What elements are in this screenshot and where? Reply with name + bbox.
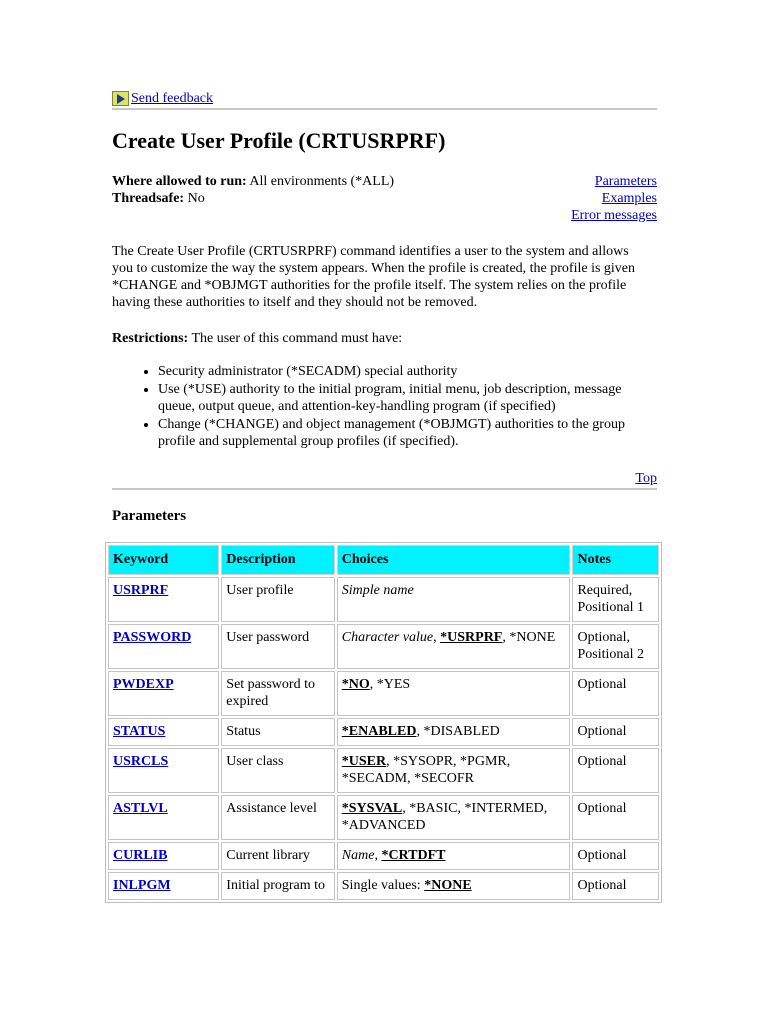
header-keyword: Keyword — [108, 545, 219, 575]
choice-default: *NO — [341, 677, 370, 692]
divider — [112, 108, 657, 110]
threadsafe-value: No — [187, 191, 205, 206]
error-messages-link[interactable]: Error messages — [571, 208, 657, 223]
description-cell: Set password to expired — [221, 671, 334, 716]
notes-cell: Optional — [572, 748, 659, 793]
notes-cell: Optional — [572, 671, 659, 716]
keyword-link-curlib[interactable]: CURLIB — [113, 848, 168, 863]
keyword-cell — [108, 671, 219, 716]
table-row — [108, 577, 659, 622]
description-cell: Assistance level — [221, 795, 334, 840]
keyword-cell — [108, 872, 219, 900]
choice-default: *USRPRF — [440, 630, 503, 645]
choices-cell — [337, 671, 571, 716]
choice-value: , *DISABLED — [416, 724, 500, 739]
choices-cell — [337, 748, 571, 793]
choice-default: *CRTDFT — [381, 848, 446, 863]
threadsafe-label: Threadsafe: — [112, 191, 185, 206]
list-item: • Change (*CHANGE) and object management (*OBJMGT) authorities to the group profile and supplemental group profiles (if specified). — [158, 416, 658, 450]
description-cell: Status — [221, 718, 334, 746]
intro-paragraph: The Create User Profile (CRTUSRPRF) command identifies a user to the system and allows you to customize the way the system appears. When the profile is created, the profile is given *CHANGE and *OBJMGT authorities for the profile itself. The system relies on the profile having these authorities to itself and they should not be removed. — [112, 244, 636, 310]
top-link[interactable]: Top — [635, 471, 657, 486]
restrictions-paragraph — [112, 330, 402, 347]
choice-value: Character value — [341, 630, 434, 645]
notes-cell: Optional — [572, 872, 659, 900]
choices-cell — [337, 795, 571, 840]
parameters-link[interactable]: Parameters — [594, 174, 657, 189]
restrictions-text: The user of this command must have: — [191, 331, 403, 346]
keyword-cell — [108, 577, 219, 622]
page-title: Create User Profile (CRTUSRPRF) — [112, 128, 446, 153]
choices-cell — [337, 872, 571, 900]
table-row — [108, 718, 659, 746]
description-cell: User profile — [221, 577, 334, 622]
where-allowed-value: All environments (*ALL) — [249, 174, 395, 189]
parameters-heading: Parameters — [112, 508, 187, 524]
description-cell: User class — [221, 748, 334, 793]
description-cell: Current library — [221, 842, 334, 870]
list-item: • Security administrator (*SECADM) special authority — [158, 363, 658, 380]
description-cell: Initial program to — [221, 872, 334, 900]
choices-cell — [337, 577, 571, 622]
notes-cell: Optional — [572, 842, 659, 870]
divider — [112, 488, 657, 490]
keyword-link-pwdexp[interactable]: PWDEXP — [113, 677, 174, 692]
where-allowed-label: Where allowed to run: — [112, 174, 247, 189]
table-row — [108, 795, 659, 840]
keyword-link-usrprf[interactable]: USRPRF — [113, 583, 169, 598]
choices-cell — [337, 718, 571, 746]
choices-cell — [337, 624, 571, 669]
command-meta — [112, 173, 394, 207]
notes-cell: Required, Positional 1 — [572, 577, 659, 622]
list-item: • Use (*USE) authority to the initial program, initial menu, job description, message queue, output queue, and attention-key-handling program (if specified) — [158, 381, 658, 415]
keyword-link-inlpgm[interactable]: INLPGM — [113, 878, 171, 893]
choice-separator: , — [433, 630, 441, 645]
choices-cell — [337, 842, 571, 870]
choice-value: , *YES — [369, 677, 411, 692]
choice-default: *NONE — [424, 878, 472, 893]
keyword-cell — [108, 718, 219, 746]
keyword-link-password[interactable]: PASSWORD — [113, 630, 192, 645]
choice-value: , *NONE — [502, 630, 556, 645]
keyword-link-astlvl[interactable]: ASTLVL — [113, 801, 168, 816]
table-row — [108, 842, 659, 870]
choice-value: , *BASIC, *INTERMED, *ADVANCED — [341, 801, 548, 833]
table-row — [108, 872, 659, 900]
choice-label: Single values: — [341, 878, 425, 893]
parameters-table — [105, 542, 662, 903]
choice-value: Name — [341, 848, 375, 863]
keyword-link-usrcls[interactable]: USRCLS — [113, 754, 169, 769]
choice-default: *ENABLED — [341, 724, 417, 739]
keyword-cell — [108, 795, 219, 840]
table-header-row — [108, 545, 659, 575]
notes-cell: Optional — [572, 795, 659, 840]
notes-cell: Optional — [572, 718, 659, 746]
keyword-cell — [108, 624, 219, 669]
choice-value: , *SYSOPR, *PGMR, *SECADM, *SECOFR — [341, 754, 511, 786]
description-cell: User password — [221, 624, 334, 669]
header-notes: Notes — [572, 545, 659, 575]
examples-link[interactable]: Examples — [601, 191, 657, 206]
feedback-link-group[interactable] — [112, 90, 213, 107]
header-description: Description — [221, 545, 334, 575]
choice-separator: , — [374, 848, 382, 863]
table-row — [108, 671, 659, 716]
keyword-cell — [108, 748, 219, 793]
choice-default: *USER — [341, 754, 387, 769]
send-feedback-link[interactable]: Send feedback — [131, 91, 214, 106]
feedback-icon[interactable] — [112, 91, 129, 106]
header-choices: Choices — [337, 545, 571, 575]
keyword-cell — [108, 842, 219, 870]
table-row — [108, 624, 659, 669]
table-row — [108, 748, 659, 793]
keyword-link-status[interactable]: STATUS — [113, 724, 166, 739]
notes-cell: Optional, Positional 2 — [572, 624, 659, 669]
restrictions-list — [112, 363, 658, 451]
choice-value: Simple name — [341, 583, 414, 598]
section-links — [571, 173, 657, 224]
choice-default: *SYSVAL — [341, 801, 403, 816]
restrictions-label: Restrictions: — [112, 331, 189, 346]
